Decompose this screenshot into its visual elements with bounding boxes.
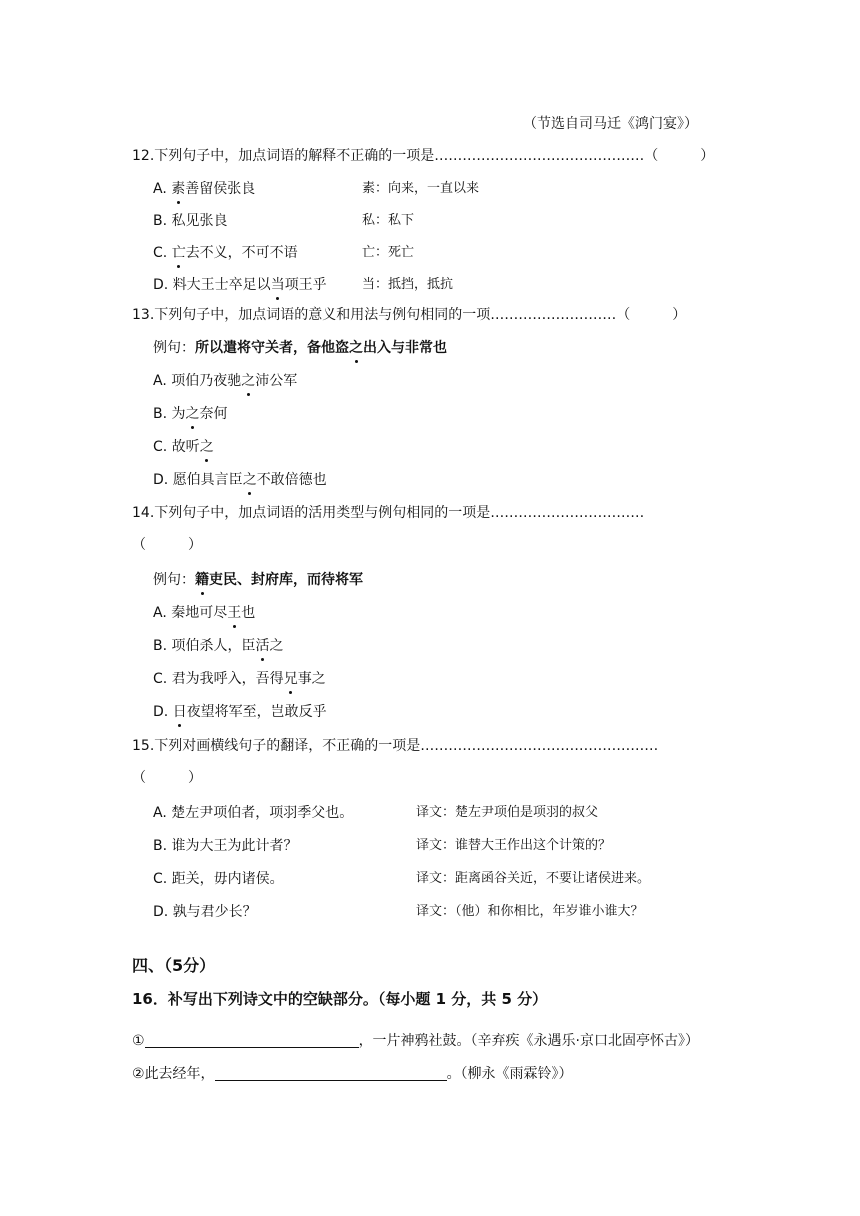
item-text: ，一片神鸦社鼓。（辛弃疾《永遇乐·京口北固亭怀古》） (358, 1033, 700, 1049)
dotted-word: 之 (185, 406, 200, 422)
q12-gloss-a: 素：向来，一直以来 (362, 181, 480, 196)
option-letter: D. (153, 472, 169, 488)
source-note: （节选自司马迁《鸿门宴》） (523, 116, 698, 132)
option-pre: 为 (171, 406, 186, 422)
item-text: 。（柳永《雨霖铃》） (446, 1066, 573, 1082)
option-letter: B. (153, 638, 168, 654)
q14-answer-paren: （ ） (132, 537, 202, 553)
option-letter: C. (153, 439, 168, 455)
dotted-word: 籍 (195, 572, 209, 588)
dotted-word: 之 (199, 439, 214, 455)
item-marker: ① (132, 1033, 145, 1049)
option-pre: 故听 (171, 439, 200, 455)
q16-item-1 (132, 1031, 699, 1051)
option-text: 楚左尹项伯者，项羽季父也。 (171, 805, 354, 821)
q12-option-c (153, 243, 298, 263)
option-letter: A. (153, 605, 167, 621)
dotted-word: 之 (241, 373, 256, 389)
q15-option-c (153, 869, 284, 889)
option-letter: B. (153, 838, 168, 854)
option-post: 奈何 (199, 406, 228, 422)
option-letter: A. (153, 373, 167, 389)
section-heading: 四、（5分） (132, 956, 216, 975)
dotted-word: 活 (255, 638, 270, 654)
q14-example (153, 570, 363, 590)
dotted-word: 王 (227, 605, 242, 621)
q15-option-a (153, 803, 353, 823)
example-label: 例句： (153, 340, 195, 356)
q16-item-2 (132, 1064, 573, 1084)
option-post: 去不义，不可不语 (185, 245, 298, 261)
option-pre: 项伯乃夜驰 (171, 373, 242, 389)
q12-gloss-b: 私：私下 (362, 213, 415, 228)
dotted-word: 之 (242, 472, 257, 488)
q13-example (153, 338, 447, 358)
example-label: 例句： (153, 572, 195, 588)
q13-option-a (153, 371, 297, 391)
option-post: 事之 (297, 671, 326, 687)
option-letter: D. (153, 904, 169, 920)
q15-translation-d: 译文：（他）和你相比，年岁谁小谁大？ (416, 904, 644, 919)
q15-translation-a: 译文：楚左尹项伯是项羽的叔父 (416, 805, 599, 820)
q12-gloss-d: 当：抵挡，抵抗 (362, 277, 454, 292)
q14-option-a (153, 603, 255, 623)
option-text: 谁为大王为此计者？ (171, 838, 298, 854)
q16-stem: 16．补写出下列诗文中的空缺部分。（每小题 1 分，共 5 分） (132, 990, 548, 1008)
option-letter: B. (153, 213, 168, 229)
option-pre: 君为我呼入，吾得 (171, 671, 284, 687)
option-post: 项王乎 (284, 277, 327, 293)
example-post: 出入与非常也 (363, 340, 447, 356)
q14-option-d (153, 702, 327, 722)
q15-translation-b: 译文：谁替大王作出这个计策的？ (416, 838, 612, 853)
item-pre: 此去经年， (144, 1066, 215, 1082)
option-text: 孰与君少长？ (172, 904, 257, 920)
q15-translation-c: 译文：距离函谷关近，不要让诸侯进来。 (416, 871, 651, 886)
option-letter: A. (153, 805, 167, 821)
item-marker: ② (132, 1066, 145, 1082)
option-post: 夜望将军至，岂敢反乎 (186, 704, 327, 720)
option-letter: D. (153, 277, 169, 293)
dotted-word: 素 (171, 181, 186, 197)
option-pre: 愿伯具言臣 (172, 472, 243, 488)
dotted-word: 日 (172, 704, 187, 720)
fill-in-blank[interactable] (145, 1031, 359, 1048)
q12-option-a (153, 179, 255, 199)
option-text: 距关，毋内诸侯。 (171, 871, 284, 887)
option-post: 也 (241, 605, 256, 621)
q15-stem: 15.下列对画横线句子的翻译，不正确的一项是…………………………………………… (132, 738, 659, 754)
q12-option-d (153, 275, 327, 295)
q13-option-c (153, 437, 214, 457)
dotted-word: 兄 (283, 671, 298, 687)
q15-option-b (153, 836, 298, 856)
option-post: 不敢倍德也 (256, 472, 327, 488)
q12-option-b (153, 211, 228, 231)
dotted-word: 当 (270, 277, 285, 293)
dotted-word: 亡 (171, 245, 186, 261)
q12-stem: 12.下列句子中，加点词语的解释不正确的一项是………………………………………（ ） (132, 148, 715, 164)
q13-option-b (153, 404, 228, 424)
option-letter: C. (153, 871, 168, 887)
fill-in-blank[interactable] (215, 1064, 447, 1081)
q14-stem: 14.下列句子中，加点词语的活用类型与例句相同的一项是…………………………… (132, 505, 645, 521)
option-post: 善留侯张良 (185, 181, 256, 197)
q13-stem: 13.下列句子中，加点词语的意义和用法与例句相同的一项………………………（ ） (132, 307, 687, 323)
option-post: 之 (269, 638, 284, 654)
option-pre: 秦地可尽 (171, 605, 228, 621)
option-letter: C. (153, 245, 168, 261)
example-post: 吏民、封府库，而待将军 (209, 572, 363, 588)
option-post: 沛公军 (255, 373, 298, 389)
option-post: 见张良 (185, 213, 228, 229)
q15-answer-paren: （ ） (132, 770, 202, 786)
dotted-word: 之 (349, 340, 363, 356)
option-letter: A. (153, 181, 167, 197)
q15-option-d (153, 902, 257, 922)
option-letter: D. (153, 704, 169, 720)
dotted-word: 私 (171, 213, 186, 229)
option-pre: 料大王士卒足以 (172, 277, 271, 293)
option-pre: 项伯杀人，臣 (171, 638, 256, 654)
q14-option-c (153, 669, 326, 689)
option-letter: C. (153, 671, 168, 687)
option-letter: B. (153, 406, 168, 422)
example-pre: 所以遣将守关者，备他盗 (195, 340, 349, 356)
q12-gloss-c: 亡：死亡 (362, 245, 415, 260)
q13-option-d (153, 470, 327, 490)
q14-option-b (153, 636, 284, 656)
